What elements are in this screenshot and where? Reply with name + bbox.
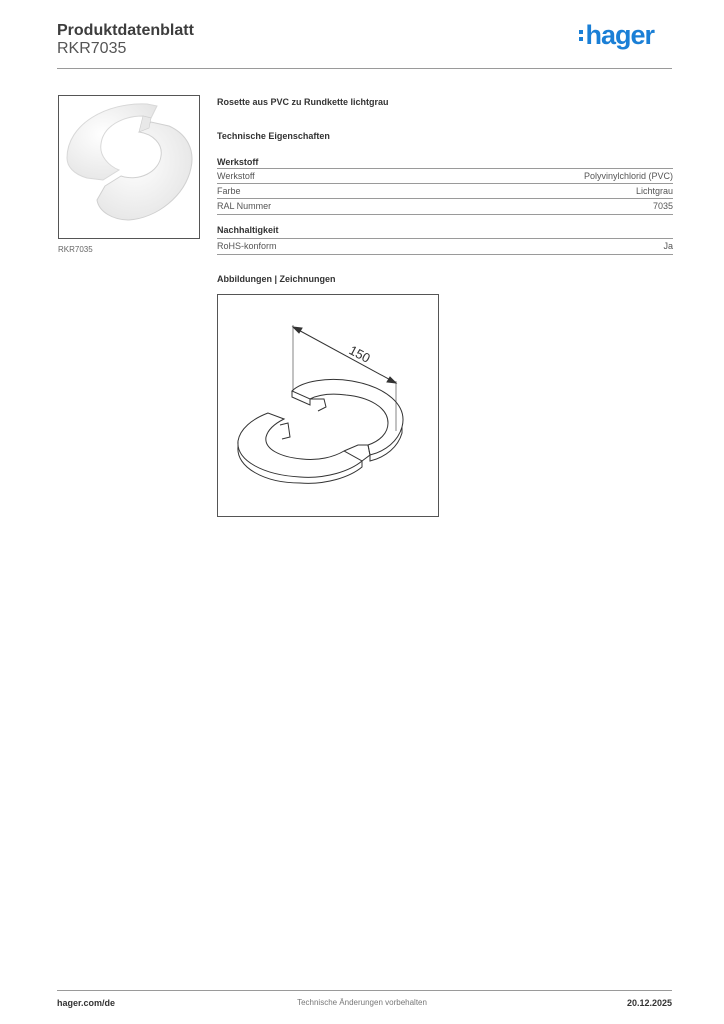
product-code: RKR7035 — [57, 40, 127, 57]
rosette-photo-icon — [59, 96, 199, 238]
table-row — [217, 198, 673, 215]
tech-section-title: Technische Eigenschaften — [217, 131, 330, 141]
row-label: RoHS-konform — [217, 241, 277, 251]
row-label: Farbe — [217, 186, 241, 196]
row-label: Werkstoff — [217, 171, 255, 181]
table-row — [217, 183, 673, 199]
page-header — [57, 20, 672, 70]
table-row — [217, 168, 673, 184]
footer-date: 20.12.2025 — [626, 998, 672, 1008]
row-value: Lichtgrau — [635, 186, 673, 196]
dimension-label: 150 — [346, 342, 373, 366]
footer-website-link[interactable]: hager.com/de — [57, 998, 116, 1008]
row-value: Ja — [663, 241, 673, 251]
drawings-section-title: Abbildungen | Zeichnungen — [217, 274, 336, 284]
row-value: Polyvinylchlorid (PVC) — [583, 171, 673, 181]
hager-logo — [579, 20, 654, 50]
footer-notice: Technische Änderungen vorbehalten — [297, 998, 427, 1007]
logo-dots-icon — [579, 28, 583, 42]
table-row — [217, 238, 673, 255]
footer-divider — [57, 990, 672, 991]
group-title-werkstoff: Werkstoff — [217, 157, 259, 167]
group-title-nachhaltigkeit: Nachhaltigkeit — [217, 225, 279, 235]
document-title: Produktdatenblatt — [57, 22, 194, 39]
row-label: RAL Nummer — [217, 201, 272, 211]
rosette-drawing-icon — [218, 295, 438, 516]
row-value: 7035 — [652, 201, 673, 211]
photo-caption: RKR7035 — [58, 245, 93, 254]
product-description: Rosette aus PVC zu Rundkette lichtgrau — [217, 97, 389, 107]
technical-drawing — [217, 294, 439, 517]
header-divider — [57, 68, 672, 69]
logo-text: hager — [585, 19, 654, 50]
product-photo — [58, 95, 200, 239]
